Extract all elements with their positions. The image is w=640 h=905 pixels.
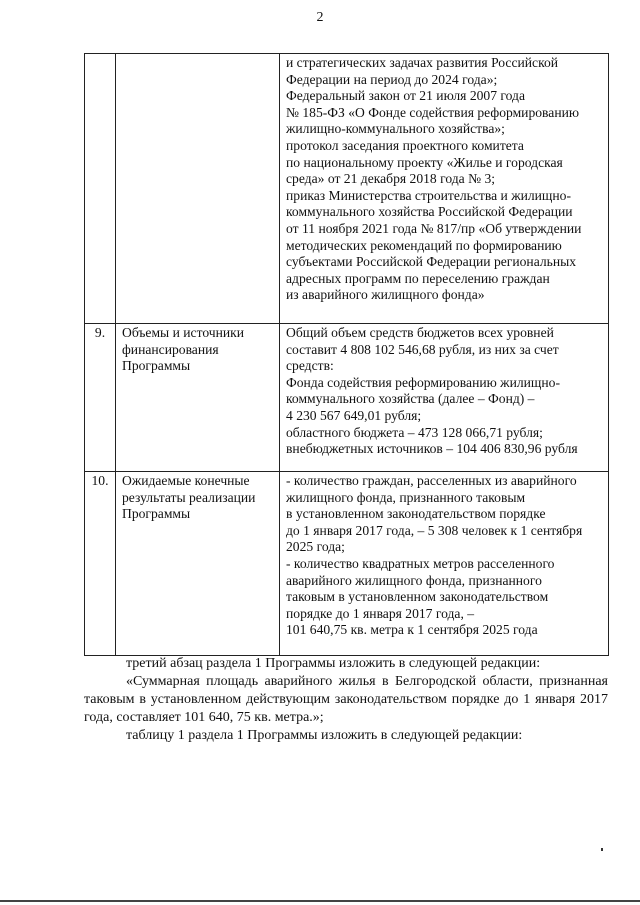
content-line: порядке до 1 января 2017 года, – bbox=[286, 605, 475, 621]
content-line: жилищного фонда, признанного таковым bbox=[286, 489, 526, 505]
row-number-cell bbox=[85, 54, 116, 324]
content-line: 101 640,75 кв. метра к 1 сентября 2025 года bbox=[286, 622, 538, 638]
paragraph-quote: «Суммарная площадь аварийного жилья в Белгородской области, признанная таковым в установленном действующим законодательством порядке до 1 января 2017 года, составляет 101 640, 75 кв. метра.»; bbox=[84, 674, 608, 725]
row-content-cell bbox=[280, 472, 609, 656]
content-line: Федеральный закон от 21 июля 2007 года bbox=[286, 88, 525, 104]
content-line: 2025 года; bbox=[286, 539, 345, 555]
content-line: до 1 января 2017 года, – 5 308 человек к 1 сентября bbox=[286, 522, 583, 538]
content-line: коммунального хозяйства (далее – Фонд) – bbox=[286, 391, 535, 407]
table-row-continuation bbox=[85, 54, 609, 324]
content-line: областного бюджета – 473 128 066,71 рубля; bbox=[286, 424, 543, 440]
row-name-cell bbox=[116, 472, 280, 656]
content-line: в установленном законодательством порядке bbox=[286, 506, 546, 522]
row-name-cell bbox=[116, 324, 280, 472]
row-number-cell: 9. bbox=[85, 324, 116, 472]
content-line: 4 230 567 649,01 рубля; bbox=[286, 407, 422, 423]
row-content-cell bbox=[280, 324, 609, 472]
name-line: Объемы и источники bbox=[122, 325, 245, 340]
content-line: Фонда содействия реформированию жилищно- bbox=[286, 374, 560, 390]
content-line: составит 4 808 102 546,68 рубля, из них за счет bbox=[286, 341, 559, 357]
row-number-cell: 10. bbox=[85, 472, 116, 656]
content-line: таковым в установленном законодательством bbox=[286, 589, 549, 605]
content-line: среда» от 21 декабря 2018 года № 3; bbox=[286, 171, 496, 187]
scan-bottom-edge bbox=[0, 900, 640, 902]
content-line: по национальному проекту «Жилье и городская bbox=[286, 154, 563, 170]
content-line: аварийного жилищного фонда, признанного bbox=[286, 572, 542, 588]
content-line: жилищно-коммунального хозяйства»; bbox=[286, 121, 505, 137]
content-line: и стратегических задачах развития Российской bbox=[286, 55, 559, 70]
name-line: результаты реализации bbox=[122, 489, 256, 505]
name-line: финансирования bbox=[122, 341, 219, 357]
amendment-text bbox=[84, 655, 608, 745]
name-line: Программы bbox=[122, 506, 191, 522]
paragraph: таблицу 1 раздела 1 Программы изложить в следующей редакции: bbox=[126, 728, 523, 743]
content-line: адресных программ по переселению граждан bbox=[286, 270, 550, 286]
content-line: внебюджетных источников – 104 406 830,96 рубля bbox=[286, 441, 578, 457]
scan-speck bbox=[601, 848, 603, 851]
page-number: 2 bbox=[316, 10, 324, 25]
content-line: от 11 ноября 2021 года № 817/пр «Об утверждении bbox=[286, 220, 582, 236]
content-line: из аварийного жилищного фонда» bbox=[286, 287, 485, 303]
content-line: методических рекомендаций по формированию bbox=[286, 237, 562, 253]
table-row-9 bbox=[85, 324, 609, 472]
content-line: Федерации на период до 2024 года»; bbox=[286, 71, 498, 87]
name-line: Ожидаемые конечные bbox=[122, 473, 250, 488]
content-line: № 185-ФЗ «О Фонде содействия реформированию bbox=[286, 104, 580, 120]
content-line: протокол заседания проектного комитета bbox=[286, 137, 524, 153]
row-content-cell bbox=[280, 54, 609, 324]
program-passport-table bbox=[84, 53, 609, 656]
content-line: - количество граждан, расселенных из аварийного bbox=[286, 473, 577, 488]
content-line: субъектами Российской Федерации региональных bbox=[286, 254, 577, 270]
content-line: коммунального хозяйства Российской Федерации bbox=[286, 204, 573, 220]
content-line: приказ Министерства строительства и жилищно- bbox=[286, 187, 571, 203]
paragraph: третий абзац раздела 1 Программы изложить в следующей редакции: bbox=[126, 656, 541, 671]
content-line: Общий объем средств бюджетов всех уровней bbox=[286, 325, 554, 340]
row-name-cell bbox=[116, 54, 280, 324]
name-line: Программы bbox=[122, 358, 191, 374]
content-line: средств: bbox=[286, 358, 334, 374]
table-row-10 bbox=[85, 472, 609, 656]
content-line: - количество квадратных метров расселенного bbox=[286, 555, 555, 571]
